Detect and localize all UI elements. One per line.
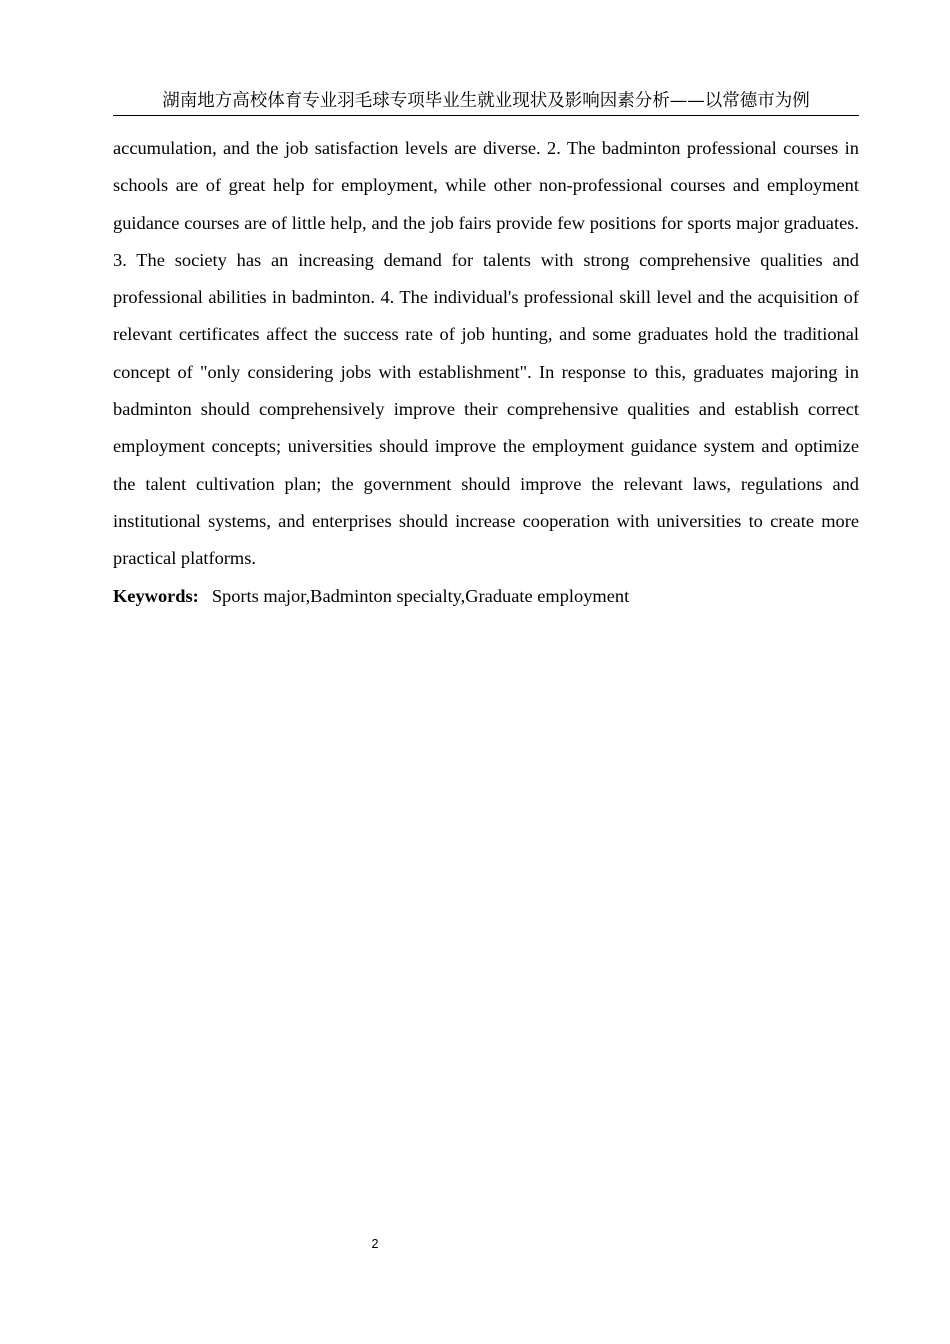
keywords-value: Sports major,Badminton specialty,Graduate employment	[211, 585, 630, 606]
abstract-paragraph: accumulation, and the job satisfaction levels are diverse. 2. The badminton professional courses in schools are of great help for employment, while other non-professional courses and employment guidance courses are of little help, and the job fairs provide few positions for sports major graduates. 3. The society has an increasing demand for talents with strong comprehensive qualities and professional abilities in badminton. 4. The individual's professional skill level and the acquisition of relevant certificates affect the success rate of job hunting, and some graduates hold the traditional concept of "only considering jobs with establishment". In response to this, graduates majoring in badminton should comprehensively improve their comprehensive qualities and establish correct employment concepts; universities should improve the employment guidance system and optimize the talent cultivation plan; the government should improve the relevant laws, regulations and institutional systems, and enterprises should increase cooperation with universities to create more practical platforms.	[113, 138, 859, 569]
running-header-title: 湖南地方高校体育专业羽毛球专项毕业生就业现状及影响因素分析——以常德市为例	[162, 91, 810, 111]
page-number: 2	[371, 1237, 379, 1251]
running-header	[113, 88, 859, 116]
keywords-line	[113, 578, 859, 615]
keywords-label: Keywords:	[113, 585, 199, 606]
abstract-section	[113, 130, 859, 615]
